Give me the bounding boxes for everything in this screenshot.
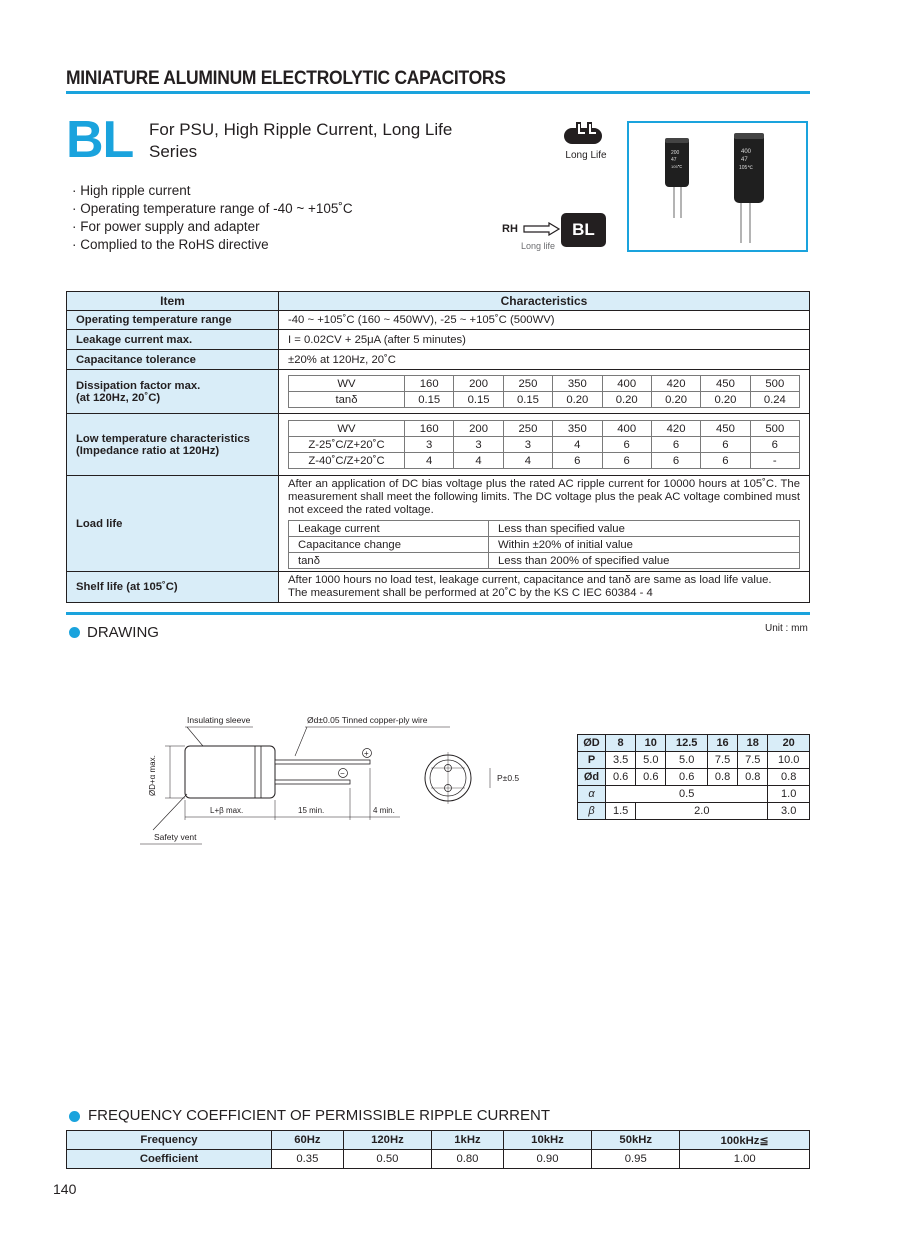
row-value: ±20% at 120Hz, 20˚C [279,350,810,370]
freq-label: Frequency [67,1131,272,1150]
dim-cell: 0.8 [707,769,737,786]
table-row [67,330,810,350]
cell: Capacitance change [289,537,489,553]
row-item: Shelf life (at 105˚C) [67,572,279,603]
cell: 200 [454,376,503,392]
cap1-marking: 47 [671,157,677,163]
dim-cell: 0.6 [636,769,666,786]
dim-label: β [578,803,606,820]
series-code: BL [66,111,134,169]
dim-cell: 1.0 [768,786,810,803]
row-item [67,370,279,414]
coef-label: Coefficient [67,1150,272,1169]
cell: 6 [651,437,700,453]
freq-cell: 1kHz [432,1131,504,1150]
wire-label: Ød±0.05 Tinned copper-ply wire [307,715,428,725]
freq-cell: 10kHz [503,1131,591,1150]
row-item-line: Low temperature characteristics [76,432,250,445]
feature-item: · Complied to the RoHS directive [72,237,269,252]
unit-label: Unit : mm [765,623,808,634]
lead-min-label: 15 min. [298,806,325,815]
dim-label: P [578,752,606,769]
frequency-section-title: FREQUENCY COEFFICIENT OF PERMISSIBLE RIPPLE CURRENT [88,1107,551,1124]
rh-label: RH [502,223,518,235]
table-row [67,572,810,603]
table-row [67,311,810,330]
shelf-line: After 1000 hours no load test, leakage current, capacitance and tanδ are same as load life value. [288,574,772,586]
section-rule [66,612,810,615]
product-photo [627,121,808,252]
cell: 500 [750,376,799,392]
table-row [67,414,810,476]
bullet-icon [69,627,80,638]
cell: 450 [701,421,750,437]
row-item: Capacitance tolerance [67,350,279,370]
dim-cell: 0.8 [738,769,768,786]
drawing-section-title: DRAWING [87,624,159,641]
row-value [279,370,810,414]
feature-list [72,182,353,254]
cell: 6 [602,437,651,453]
cell: 0.15 [503,392,552,408]
characteristics-table [66,291,810,603]
dim-cell: 0.6 [606,769,636,786]
low-temp-subtable [288,420,800,469]
row-value [279,572,810,603]
dim-cell: 10.0 [768,752,810,769]
table-row [67,476,810,572]
dim-cell: 0.6 [666,769,708,786]
plus-sign: + [364,749,369,758]
cell: tanδ [289,553,489,569]
cell: 6 [602,453,651,469]
minus-sign: − [340,769,345,778]
cell: 420 [651,421,700,437]
row-value: -40 ~ +105˚C (160 ~ 450WV), -25 ~ +105˚C (500WV) [279,311,810,330]
series-desc-line2: Series [149,142,198,161]
row-item: Load life [67,476,279,572]
cell: 160 [405,421,454,437]
diameter-label: ØD+α max. [148,755,157,796]
feature-item: · High ripple current [72,183,191,198]
coef-cell: 0.50 [343,1150,431,1169]
cell: 250 [503,421,552,437]
capacitor-drawing [135,708,535,848]
cap1-marking: 200 [671,150,680,156]
cell: 6 [651,453,700,469]
cell: 4 [405,453,454,469]
dim-label: ØD [578,735,606,752]
bl-badge: BL [561,213,606,247]
cell: 6 [553,453,602,469]
coef-cell: 1.00 [680,1150,810,1169]
cell: 3 [405,437,454,453]
header-characteristics: Characteristics [279,292,810,311]
row-value [279,414,810,476]
cell: 3 [503,437,552,453]
load-life-text: After an application of DC bias voltage plus the rated AC ripple current for 10000 hours at 105˚C. The measurement shall meet the following limits. The DC voltage plus the peak AC voltage combined must not exceed the rated voltage. [288,478,800,516]
frequency-table [66,1130,810,1169]
pitch-label: P±0.5 [497,773,520,783]
dimension-table [577,734,810,820]
load-life-subtable [288,520,800,569]
cap2-marking: 105℃ [739,165,753,171]
coef-cell: 0.95 [592,1150,680,1169]
long-life-label: Long Life [565,150,607,161]
cell: - [750,453,799,469]
row-item [67,414,279,476]
row-item-line: Dissipation factor max. [76,379,201,392]
freq-cell: 60Hz [272,1131,344,1150]
bullet-icon [69,1111,80,1122]
subtable-label: Z-40˚C/Z+20˚C [289,453,405,469]
cell: 350 [553,421,602,437]
dim-cell: 5.0 [636,752,666,769]
cap2-marking: 47 [741,157,748,163]
length-label: L+β max. [210,806,244,815]
freq-cell: 50kHz [592,1131,680,1150]
cell: Within ±20% of initial value [489,537,800,553]
cell: Less than 200% of specified value [489,553,800,569]
table-row [67,370,810,414]
cell: 0.20 [701,392,750,408]
subtable-label: WV [289,376,405,392]
dim-cell: 12.5 [666,735,708,752]
freq-cell: 120Hz [343,1131,431,1150]
cap1-marking: 105℃ [671,164,683,169]
cell: 450 [701,376,750,392]
cell: 4 [553,437,602,453]
row-item: Leakage current max. [67,330,279,350]
insulating-sleeve-label: Insulating sleeve [187,715,251,725]
series-description [149,119,509,163]
dim-cell: 0.5 [606,786,768,803]
dim-cell: 16 [707,735,737,752]
cell: 400 [602,376,651,392]
cell: Less than specified value [489,521,800,537]
arrow-right-icon [523,222,561,236]
row-value: I = 0.02CV + 25μA (after 5 minutes) [279,330,810,350]
cell: 0.20 [553,392,602,408]
row-item-line: (Impedance ratio at 120Hz) [76,444,220,457]
dim-cell: 0.8 [768,769,810,786]
dim-label: α [578,786,606,803]
dim-cell: 1.5 [606,803,636,820]
title-rule [66,91,810,94]
cell: 0.24 [750,392,799,408]
subtable-label: tanδ [289,392,405,408]
row-value [279,476,810,572]
cell: 3 [454,437,503,453]
cell: 160 [405,376,454,392]
document-title: MINIATURE ALUMINUM ELECTROLYTIC CAPACITORS [66,68,506,89]
coef-cell: 0.80 [432,1150,504,1169]
dim-cell: 7.5 [707,752,737,769]
coef-cell: 0.35 [272,1150,344,1169]
cell: 0.20 [651,392,700,408]
row-item: Operating temperature range [67,311,279,330]
cell: 6 [701,437,750,453]
cell: 350 [553,376,602,392]
cell: 6 [701,453,750,469]
table-row [67,350,810,370]
cell: 4 [503,453,552,469]
cell: 6 [750,437,799,453]
row-item-line: (at 120Hz, 20˚C) [76,391,161,404]
dim-cell: 7.5 [738,752,768,769]
page-number: 140 [53,1181,77,1197]
dim-cell: 20 [768,735,810,752]
cell: 400 [602,421,651,437]
cell: 250 [503,376,552,392]
cap2-marking: 400 [741,149,752,155]
dim-cell: 5.0 [666,752,708,769]
dim-cell: 8 [606,735,636,752]
cell: 0.15 [405,392,454,408]
freq-cell: 100kHz≦ [680,1131,810,1150]
safety-vent-label: Safety vent [154,832,197,842]
cell: 500 [750,421,799,437]
cell: 0.15 [454,392,503,408]
dim-label: Ød [578,769,606,786]
cell: Leakage current [289,521,489,537]
cell: 4 [454,453,503,469]
dim-cell: 18 [738,735,768,752]
dim-cell: 3.5 [606,752,636,769]
cell: 200 [454,421,503,437]
feature-item: · Operating temperature range of -40 ~ +105˚C [72,201,353,216]
shelf-line: The measurement shall be performed at 20˚C by the KS C IEC 60384 - 4 [288,587,653,599]
subtable-label: WV [289,421,405,437]
series-desc-line1: For PSU, High Ripple Current, Long Life [149,120,453,139]
df-subtable [288,375,800,408]
header-item: Item [67,292,279,311]
four-min-label: 4 min. [373,806,395,815]
cell: 0.20 [602,392,651,408]
dim-cell: 2.0 [636,803,768,820]
dim-cell: 10 [636,735,666,752]
coef-cell: 0.90 [503,1150,591,1169]
subtable-label: Z-25˚C/Z+20˚C [289,437,405,453]
cell: 420 [651,376,700,392]
table-header-row [67,292,810,311]
long-life-sublabel: Long life [521,241,556,251]
feature-item: · For power supply and adapter [72,219,260,234]
dim-cell: 3.0 [768,803,810,820]
